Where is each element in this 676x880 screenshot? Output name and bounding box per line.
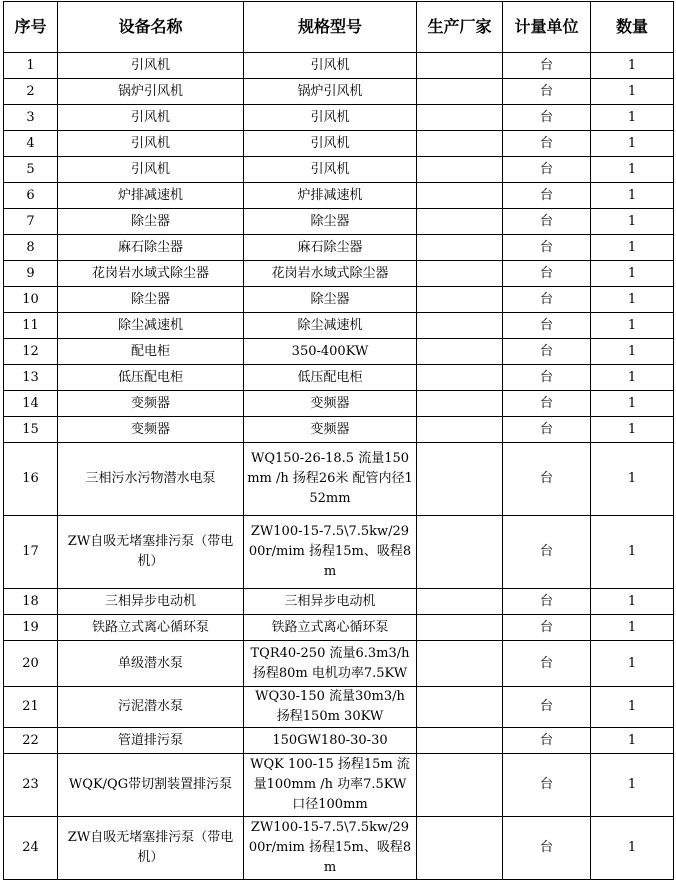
- cell-qty: 1: [591, 365, 674, 391]
- table-row: [4, 391, 674, 417]
- cell-qty: 1: [591, 105, 674, 131]
- table-row: [4, 313, 674, 339]
- table-row: [4, 687, 674, 728]
- cell-no: 2: [4, 79, 58, 105]
- cell-maker: [417, 261, 503, 287]
- cell-maker: [417, 817, 503, 880]
- table-row: [4, 183, 674, 209]
- cell-name: 管道排污泵: [58, 728, 244, 754]
- cell-no: 14: [4, 391, 58, 417]
- cell-unit: 台: [503, 235, 591, 261]
- header-maker: 生产厂家: [417, 2, 503, 53]
- header-spec: 规格型号: [244, 2, 417, 53]
- cell-name: 配电柜: [58, 339, 244, 365]
- cell-spec: ZW100-15-7.5\7.5kw/2900r/mim 扬程15m、吸程8m: [244, 817, 417, 880]
- cell-unit: 台: [503, 131, 591, 157]
- cell-spec: ZW100-15-7.5\7.5kw/2900r/mim 扬程15m、吸程8m: [244, 516, 417, 589]
- cell-maker: [417, 183, 503, 209]
- cell-name: 三相污水污物潜水电泵: [58, 443, 244, 516]
- cell-name: 铁路立式离心循环泵: [58, 615, 244, 641]
- cell-no: 3: [4, 105, 58, 131]
- table-row: [4, 615, 674, 641]
- cell-name: 引风机: [58, 157, 244, 183]
- cell-spec: 三相异步电动机: [244, 589, 417, 615]
- table-row: [4, 754, 674, 817]
- cell-spec: 低压配电柜: [244, 365, 417, 391]
- header-unit: 计量单位: [503, 2, 591, 53]
- cell-qty: 1: [591, 417, 674, 443]
- cell-name: ZW自吸无堵塞排污泵（带电机）: [58, 817, 244, 880]
- cell-qty: 1: [591, 728, 674, 754]
- table-row: [4, 365, 674, 391]
- cell-unit: 台: [503, 417, 591, 443]
- cell-spec: 麻石除尘器: [244, 235, 417, 261]
- table-row: [4, 417, 674, 443]
- cell-unit: 台: [503, 817, 591, 880]
- cell-maker: [417, 589, 503, 615]
- cell-qty: 1: [591, 391, 674, 417]
- cell-no: 24: [4, 817, 58, 880]
- cell-maker: [417, 313, 503, 339]
- cell-unit: 台: [503, 313, 591, 339]
- cell-no: 5: [4, 157, 58, 183]
- cell-spec: 除尘器: [244, 209, 417, 235]
- cell-maker: [417, 79, 503, 105]
- cell-unit: 台: [503, 53, 591, 79]
- cell-maker: [417, 516, 503, 589]
- table-row: [4, 516, 674, 589]
- cell-name: WQK/QG带切割装置排污泵: [58, 754, 244, 817]
- cell-unit: 台: [503, 105, 591, 131]
- cell-qty: 1: [591, 641, 674, 687]
- cell-unit: 台: [503, 687, 591, 728]
- table-row: [4, 728, 674, 754]
- table-row: [4, 131, 674, 157]
- cell-maker: [417, 417, 503, 443]
- cell-maker: [417, 235, 503, 261]
- cell-qty: 1: [591, 615, 674, 641]
- header-name: 设备名称: [58, 2, 244, 53]
- cell-unit: 台: [503, 365, 591, 391]
- cell-name: 三相异步电动机: [58, 589, 244, 615]
- cell-no: 7: [4, 209, 58, 235]
- cell-name: 低压配电柜: [58, 365, 244, 391]
- cell-qty: 1: [591, 754, 674, 817]
- table-row: [4, 157, 674, 183]
- table-row: [4, 641, 674, 687]
- table-row: [4, 105, 674, 131]
- cell-unit: 台: [503, 391, 591, 417]
- cell-name: 炉排减速机: [58, 183, 244, 209]
- cell-name: 花岗岩水域式除尘器: [58, 261, 244, 287]
- cell-qty: 1: [591, 79, 674, 105]
- cell-spec: WQ30-150 流量30m3/h 扬程150m 30KW: [244, 687, 417, 728]
- cell-no: 20: [4, 641, 58, 687]
- table-row: [4, 53, 674, 79]
- cell-name: 除尘器: [58, 287, 244, 313]
- cell-maker: [417, 157, 503, 183]
- cell-no: 18: [4, 589, 58, 615]
- cell-maker: [417, 339, 503, 365]
- table-row: [4, 287, 674, 313]
- cell-unit: 台: [503, 641, 591, 687]
- cell-name: 变频器: [58, 417, 244, 443]
- cell-qty: 1: [591, 157, 674, 183]
- cell-no: 19: [4, 615, 58, 641]
- cell-name: 变频器: [58, 391, 244, 417]
- cell-maker: [417, 391, 503, 417]
- cell-no: 23: [4, 754, 58, 817]
- cell-spec: 除尘器: [244, 287, 417, 313]
- cell-no: 22: [4, 728, 58, 754]
- cell-maker: [417, 641, 503, 687]
- cell-unit: 台: [503, 339, 591, 365]
- cell-spec: 引风机: [244, 105, 417, 131]
- cell-unit: 台: [503, 183, 591, 209]
- cell-qty: 1: [591, 53, 674, 79]
- cell-unit: 台: [503, 287, 591, 313]
- cell-name: 单级潜水泵: [58, 641, 244, 687]
- table-row: [4, 817, 674, 880]
- cell-name: 污泥潜水泵: [58, 687, 244, 728]
- cell-spec: 铁路立式离心循环泵: [244, 615, 417, 641]
- cell-maker: [417, 728, 503, 754]
- cell-qty: 1: [591, 261, 674, 287]
- cell-no: 6: [4, 183, 58, 209]
- cell-spec: 炉排减速机: [244, 183, 417, 209]
- cell-no: 15: [4, 417, 58, 443]
- cell-unit: 台: [503, 209, 591, 235]
- cell-qty: 1: [591, 443, 674, 516]
- cell-qty: 1: [591, 589, 674, 615]
- cell-unit: 台: [503, 516, 591, 589]
- cell-maker: [417, 287, 503, 313]
- cell-maker: [417, 365, 503, 391]
- cell-maker: [417, 443, 503, 516]
- cell-spec: 锅炉引风机: [244, 79, 417, 105]
- cell-spec: 变频器: [244, 391, 417, 417]
- cell-no: 8: [4, 235, 58, 261]
- cell-spec: TQR40-250 流量6.3m3/h 扬程80m 电机功率7.5KW: [244, 641, 417, 687]
- cell-name: 引风机: [58, 105, 244, 131]
- cell-spec: 引风机: [244, 157, 417, 183]
- header-qty: 数量: [591, 2, 674, 53]
- cell-maker: [417, 754, 503, 817]
- table-row: [4, 235, 674, 261]
- equipment-table: [3, 1, 674, 880]
- cell-spec: 150GW180-30-30: [244, 728, 417, 754]
- cell-maker: [417, 209, 503, 235]
- table-row: [4, 589, 674, 615]
- cell-no: 1: [4, 53, 58, 79]
- cell-name: 除尘减速机: [58, 313, 244, 339]
- cell-maker: [417, 53, 503, 79]
- table-row: [4, 339, 674, 365]
- cell-qty: 1: [591, 287, 674, 313]
- cell-no: 12: [4, 339, 58, 365]
- cell-no: 11: [4, 313, 58, 339]
- cell-no: 10: [4, 287, 58, 313]
- cell-spec: 引风机: [244, 53, 417, 79]
- cell-unit: 台: [503, 589, 591, 615]
- table-row: [4, 261, 674, 287]
- cell-qty: 1: [591, 235, 674, 261]
- cell-qty: 1: [591, 687, 674, 728]
- cell-spec: 除尘减速机: [244, 313, 417, 339]
- cell-spec: 变频器: [244, 417, 417, 443]
- cell-unit: 台: [503, 79, 591, 105]
- cell-spec: WQ150-26-18.5 流量150mm /h 扬程26米 配管内径152mm: [244, 443, 417, 516]
- cell-no: 17: [4, 516, 58, 589]
- cell-name: 引风机: [58, 53, 244, 79]
- cell-maker: [417, 615, 503, 641]
- cell-qty: 1: [591, 817, 674, 880]
- cell-maker: [417, 687, 503, 728]
- cell-no: 13: [4, 365, 58, 391]
- cell-name: 麻石除尘器: [58, 235, 244, 261]
- cell-no: 21: [4, 687, 58, 728]
- cell-qty: 1: [591, 131, 674, 157]
- cell-name: 引风机: [58, 131, 244, 157]
- cell-unit: 台: [503, 615, 591, 641]
- cell-spec: 花岗岩水域式除尘器: [244, 261, 417, 287]
- table-header-row: [4, 2, 674, 53]
- cell-name: 除尘器: [58, 209, 244, 235]
- table-row: [4, 443, 674, 516]
- header-no: 序号: [4, 2, 58, 53]
- cell-unit: 台: [503, 728, 591, 754]
- table-row: [4, 79, 674, 105]
- table-row: [4, 209, 674, 235]
- cell-unit: 台: [503, 157, 591, 183]
- table-body: [4, 53, 674, 880]
- cell-qty: 1: [591, 339, 674, 365]
- cell-qty: 1: [591, 209, 674, 235]
- cell-name: 锅炉引风机: [58, 79, 244, 105]
- cell-name: ZW自吸无堵塞排污泵（带电机）: [58, 516, 244, 589]
- cell-qty: 1: [591, 183, 674, 209]
- cell-qty: 1: [591, 516, 674, 589]
- cell-maker: [417, 105, 503, 131]
- cell-maker: [417, 131, 503, 157]
- cell-no: 9: [4, 261, 58, 287]
- cell-spec: 350-400KW: [244, 339, 417, 365]
- cell-unit: 台: [503, 754, 591, 817]
- cell-spec: 引风机: [244, 131, 417, 157]
- cell-no: 16: [4, 443, 58, 516]
- cell-unit: 台: [503, 261, 591, 287]
- cell-spec: WQK 100-15 扬程15m 流量100mm /h 功率7.5KW 口径100mm: [244, 754, 417, 817]
- cell-qty: 1: [591, 313, 674, 339]
- cell-no: 4: [4, 131, 58, 157]
- cell-unit: 台: [503, 443, 591, 516]
